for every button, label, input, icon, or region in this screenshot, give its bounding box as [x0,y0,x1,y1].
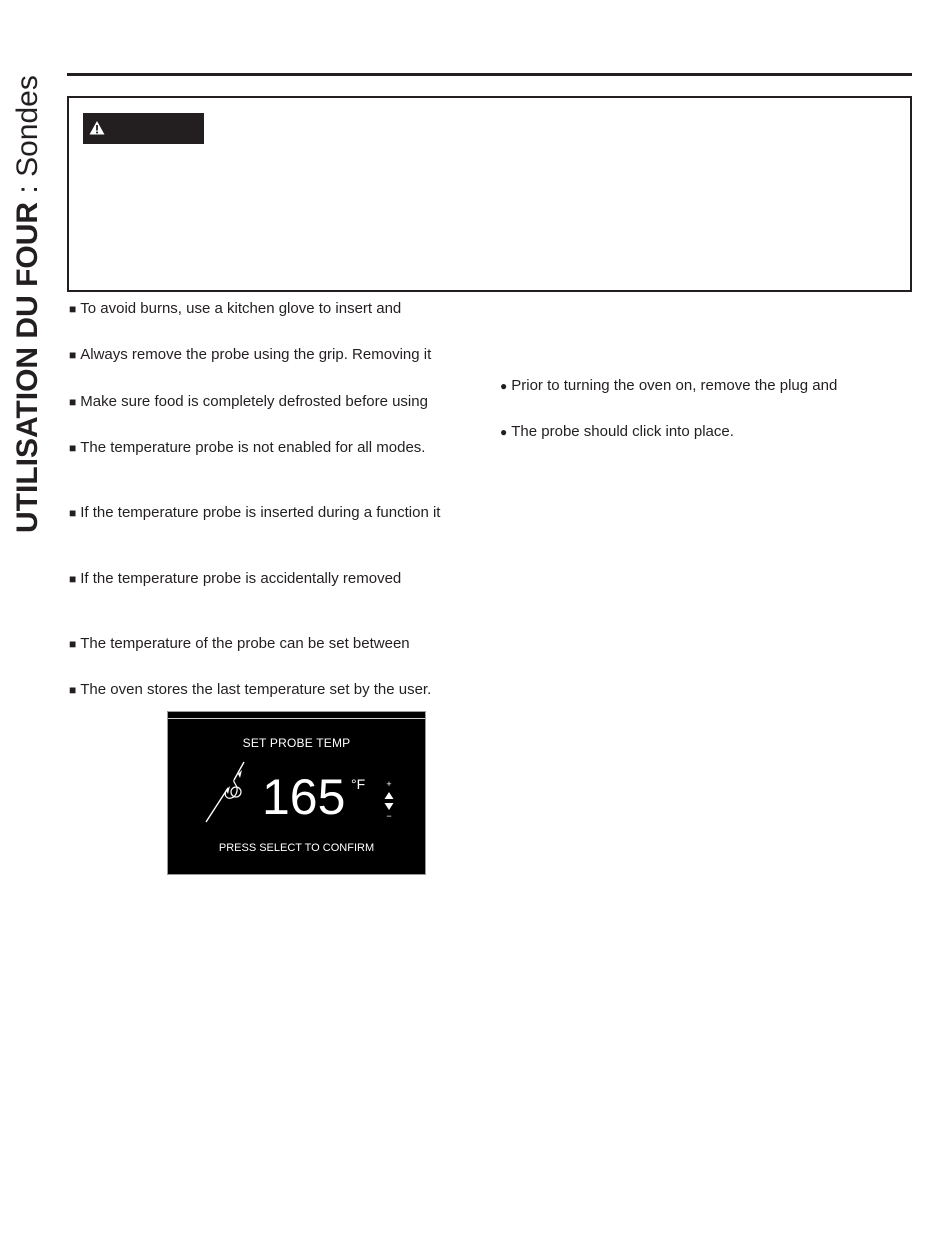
list-item [69,439,425,457]
bullet-text: The oven stores the last temperature set by the user. [80,681,432,698]
display-footer: PRESS SELECT TO CONFIRM [218,842,375,854]
list-item [69,681,431,699]
list-item [69,570,401,588]
bullet-text: Always remove the probe using the grip. Removing it [80,346,432,363]
probe-icon [202,758,262,824]
list-item [69,300,401,318]
up-down-arrows-icon [382,778,396,822]
bullet-text: The temperature of the probe can be set between [80,635,410,652]
list-item [69,393,428,411]
probe-temperature-value: 165 [262,769,346,825]
side-section-title [6,33,50,533]
square-bullet-icon: ■ [69,441,77,455]
list-item [69,504,440,522]
square-bullet-icon: ■ [69,395,77,409]
list-item [500,423,734,441]
square-bullet-icon: ■ [69,683,77,697]
bullet-text: Prior to turning the oven on, remove the plug and [511,377,838,394]
warning-triangle-icon [89,120,105,136]
plus-label: + [386,779,392,789]
header-rule [67,73,912,76]
display-top-line [168,718,425,719]
bullet-text: To avoid burns, use a kitchen glove to insert and [80,300,402,317]
side-title-separator: : [11,176,44,202]
dot-bullet-icon: ● [500,425,508,439]
bullet-text: Make sure food is completely defrosted before using [80,393,428,410]
list-item [69,635,410,653]
warning-box [67,96,912,292]
bullet-text: The temperature probe is not enabled for all modes. [80,439,426,456]
square-bullet-icon: ■ [69,348,77,362]
side-title-main: UTILISATION DU FOUR [11,201,44,533]
probe-temp-display [167,711,426,875]
square-bullet-icon: ■ [69,302,77,316]
bullet-text: If the temperature probe is inserted during a function it [80,504,441,521]
display-title: SET PROBE TEMP [242,736,351,750]
warning-badge [83,113,204,144]
bullet-text: If the temperature probe is accidentally removed [80,570,402,587]
bullet-text: The probe should click into place. [511,423,734,440]
minus-label: − [386,811,392,821]
square-bullet-icon: ■ [69,572,77,586]
temperature-unit: °F [351,776,366,792]
square-bullet-icon: ■ [69,506,77,520]
square-bullet-icon: ■ [69,637,77,651]
list-item [500,377,837,395]
side-title-sub: Sondes [11,75,44,177]
dot-bullet-icon: ● [500,379,508,393]
list-item [69,346,431,364]
